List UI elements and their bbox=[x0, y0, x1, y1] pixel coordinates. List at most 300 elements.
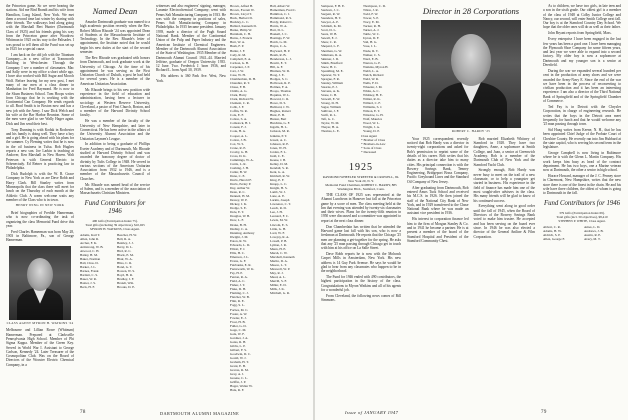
contributor-name: Carr, J. W. bbox=[230, 68, 244, 73]
contributor-name: Hubbard, J. W. bbox=[270, 105, 290, 110]
class-secretary: RAYMOND WHEELER STREETER & CROWELL, JR. bbox=[322, 175, 400, 179]
contributor-name: Dewey, W. P. bbox=[230, 198, 248, 203]
contributor-name: Bartlett, C. S. bbox=[80, 273, 99, 278]
contributor-name: Goodwin, D. C. bbox=[230, 352, 251, 357]
contributor-name: Campbell, E. A. bbox=[230, 56, 252, 61]
contributor-name: Grant, E. B. bbox=[230, 364, 246, 369]
contributor-name: Winslow, G. H. bbox=[363, 113, 384, 118]
contributor-name: Little, G. H. bbox=[270, 226, 287, 231]
contributor-name: Jordan, F. L. bbox=[270, 149, 287, 154]
left-column-3-names bbox=[230, 4, 268, 404]
contributor-name: Childs, A. G. bbox=[230, 88, 248, 93]
contributor-name: Williams, S. J. bbox=[363, 105, 383, 110]
contributor-name: Hutchins, G. F. bbox=[270, 121, 290, 126]
contributor-name: Kent, G. A. bbox=[270, 169, 286, 174]
contributor-name: Thomas, L. E. bbox=[321, 129, 340, 134]
contributor-name: Aldrich, S. P. bbox=[543, 232, 561, 237]
contributor-name: Snow, H. C. bbox=[321, 64, 337, 69]
contributor-name: Allen, George F. bbox=[543, 236, 565, 241]
paragraph: I am back on the old job with the Titanium Company—in a new office at Tranaworth Building in Westchester. Through the Company I see a number of classmates. Mac and Sally were in my office a short while ago. I have also worked with Bill Sugar and Mooch Wolf. Before leaving for my new post, I met many of our men at a class dinner in Manhattan for Fred Raymond. He is now in the Sloan Business School. Tom Hoops writes from Chicago that he is working with the Continental Can Company. He sends regards to all. Brad Smith is in Boston now and has a new job with the Army. I saw Dick Welch and his wife at the Bar Harbor Reunion. Some of the men were glad to see Wally Hager again. Dick and Jim send their best. bbox=[6, 52, 74, 126]
contributor-name: Thompson, C. D. bbox=[363, 4, 386, 8]
contributor-name: Hart, D. L. bbox=[270, 28, 285, 33]
contributor-name: May, R. J. bbox=[270, 271, 284, 276]
contributor-name: Leach, R. D. bbox=[270, 206, 287, 211]
photo-caption: CLASS AGENT MYRON H. WATKINS '24 bbox=[6, 320, 74, 325]
name-column bbox=[230, 4, 268, 393]
contributor-name: Sanborn, J. C. bbox=[321, 8, 340, 13]
contributor-name: Dole, E. T. bbox=[230, 210, 245, 215]
contributor-name: Eaton, R. W. bbox=[230, 238, 247, 243]
left-column-4 bbox=[270, 4, 310, 404]
contributor-name: Schmidt, K. M. bbox=[321, 24, 342, 29]
contributor-name: Burns, J. Francis bbox=[230, 36, 253, 41]
contributor-name: Dow, L. F. bbox=[230, 218, 244, 223]
contributor-name: Fenton, R. A. bbox=[230, 275, 248, 280]
contributor-name: Ball, Chas. D. bbox=[80, 260, 99, 265]
contributor-name: Strong, D. H. bbox=[321, 101, 339, 106]
contributor-name: * Deceased bbox=[361, 150, 377, 155]
contributor-name: Wolf, Maurice bbox=[363, 117, 383, 122]
fund-heading: Fund Contributors for 1946 bbox=[543, 199, 621, 207]
contributor-name: Graves, R. M. bbox=[230, 368, 249, 373]
contributor-name: Wood, W. L. bbox=[363, 121, 380, 126]
contributor-name: Chamberlain, D. H. bbox=[230, 76, 256, 81]
contributor-name: Boyd, H. R. bbox=[117, 273, 133, 278]
contributor-name: Butler, J. F. bbox=[230, 48, 246, 53]
paragraph: Bob married Elizabeth Whitney of Stamford in 1928. They have two daughters, Anne, a sophomore at Smith College, and Joan, a senior at Greenwich Academy. Bob is a member of the Dartmouth Club of New York and the Stamford Yacht Club. bbox=[473, 136, 535, 167]
name-column bbox=[270, 198, 310, 295]
contributor-name: Shaw, C. R. bbox=[321, 40, 337, 45]
contributor-name: Hughes, Robert bbox=[270, 109, 291, 114]
contributor-name: Taft, G. C. bbox=[321, 117, 335, 122]
contributor-name: Cooper, A. L. bbox=[230, 133, 248, 138]
contributor-name: Stevens, A. K. bbox=[321, 88, 340, 93]
class-agent-photo bbox=[9, 246, 71, 320]
contributor-name: Cotton, J. B. bbox=[230, 137, 247, 142]
contributor-name: Hager, Walter W. bbox=[230, 384, 253, 389]
page-number: 78 bbox=[80, 410, 86, 415]
contributor-name: Fuller, G. D. bbox=[230, 323, 247, 328]
contributor-name: Bond, G. T. bbox=[117, 264, 133, 269]
contributor-name: Buckley, L. C. bbox=[230, 20, 250, 25]
contributor-name: Cook, H. A. bbox=[230, 129, 246, 134]
contributor-name: Willard, C. F. bbox=[363, 101, 381, 106]
contributor-name: * Brothers-in-Law bbox=[361, 142, 386, 147]
contributor-name: Dennett, H. M. bbox=[230, 194, 250, 199]
contributor-name: Hall, Albert W. bbox=[270, 4, 290, 8]
contributor-name: Carlson, G. B. bbox=[230, 60, 249, 65]
contributor-name: Hastings, F. W. bbox=[270, 36, 290, 41]
contributor-name: Gilbert, F. S. bbox=[230, 347, 247, 352]
contributor-name: Edwards, L. D. bbox=[230, 242, 251, 247]
contributor-name: Dickey, J. K. bbox=[230, 202, 248, 207]
name-column bbox=[117, 233, 150, 290]
name-column bbox=[363, 4, 401, 134]
contributor-name: Brown, Lloyd T. bbox=[230, 12, 252, 17]
contributor-name: Miller, E. D. bbox=[270, 283, 287, 288]
contributor-name: Sargent, R. W. bbox=[321, 12, 341, 17]
paragraph: After graduating from Dartmouth, Bob entered Amos Tuck School and received his M.C.S. in 1926. He then joined the staff of the National City Bank of New York, and in 1929 transferred to the Chase National Bank where he was made an assistant vice president in 1936. bbox=[407, 185, 469, 216]
contributor-name: Hunter, Bert bbox=[270, 117, 287, 122]
contributor-name: Fowler, E. J. bbox=[230, 315, 247, 320]
contributor-name: Marsh, C. W. bbox=[270, 250, 288, 255]
contributor-name: Turner, A. J. bbox=[363, 28, 380, 33]
contributor-name: Berry, D. L. bbox=[117, 244, 133, 249]
name-column bbox=[270, 4, 310, 198]
contributor-name: Keene, J. B. bbox=[270, 157, 287, 162]
contributor-name: Sullivan, J. F. bbox=[321, 109, 339, 114]
contributor-name: Whitney, H. E. bbox=[363, 93, 383, 98]
legend-box bbox=[361, 134, 401, 158]
contributor-name: Mann, H. E. bbox=[270, 246, 287, 251]
paragraph: Tony Dunning is with Kodak in Rochester and his family is doing well. They have a boy and a girl. He is going ahead with his plans for the summer. Cy Fleming writes that he is now in the oil business in Tulsa. Bob Hughes reports a new son. Joe Larkin is teaching at Andover, Ken Marshall in New Haven. Walt Peterson is with General Electric in Schenectady. Ed Reiner is practicing law in Philadelphia. bbox=[6, 127, 74, 171]
contributor-name: Clement, C. R. bbox=[230, 101, 250, 106]
contributor-name: Watkins, Myron H. bbox=[363, 64, 389, 69]
contributor-name: Leonard, F. C. bbox=[270, 214, 289, 219]
contributor-name: Dean, R. C. bbox=[230, 190, 246, 195]
right-footer bbox=[315, 407, 628, 420]
contributor-name: Gardner, J. A. bbox=[230, 335, 249, 340]
contributor-name: Cummings, W. A. bbox=[230, 157, 254, 162]
contributor-name: Sears, W. B. bbox=[321, 32, 338, 37]
contributor-name: Howe, D. S. bbox=[270, 101, 287, 106]
paragraph: John Bryant reports from Springfield, Mass. bbox=[548, 31, 612, 36]
contributor-name: Jenkins, P. T. bbox=[270, 133, 288, 138]
contributor-name: Maxwell, W. P. bbox=[270, 267, 291, 272]
contributor-name: Swift, R. L. bbox=[321, 113, 337, 118]
contributor-name: Mason, L. T. bbox=[270, 263, 287, 267]
contributor-name: Henderson, L. J. bbox=[270, 56, 292, 61]
contributor-name: Cross, D. K. bbox=[230, 153, 247, 158]
contributor-name: Lamb, W. J. bbox=[270, 190, 286, 195]
contributor-name: Bird, R. C. bbox=[117, 248, 132, 253]
contributor-name: Merrill, S. F. bbox=[270, 279, 287, 284]
contributor-name: Marshall, Kenneth bbox=[270, 254, 295, 259]
contributor-name: Atwood, C. H. bbox=[80, 248, 100, 253]
contributor-name: Curtis, L. R. bbox=[230, 161, 247, 166]
contributor-name: Hoops, Thomas bbox=[270, 88, 291, 93]
contributor-name: Burt, W. A. bbox=[230, 40, 245, 45]
contributor-name: Greene, C. L. bbox=[230, 376, 248, 381]
right-column-3 bbox=[543, 4, 621, 404]
contributor-name: Elliott, F. J. bbox=[230, 246, 246, 251]
contributor-name: Hamerman, Fred C. bbox=[270, 8, 297, 13]
contributor-name: Stowell, E. W. bbox=[321, 97, 340, 102]
paragraph: THE CLASS OF 1925 was represented at the Alumni Luncheon in Hanover last fall at the Princeton game by a score of men. The class meeting held at the Inn that evening was attended by twenty-six classmates and their wives. Plans for the twenty-fifth reunion in 1950 were discussed and a committee was appointed to report at the next class dinner. bbox=[321, 193, 401, 223]
contributor-name: Howard, C. R. bbox=[270, 97, 290, 102]
contributor-name: Hodges, S. C. bbox=[270, 76, 289, 81]
contributor-name: Sawyer, A. P. bbox=[321, 20, 339, 25]
contributor-name: Chandler, R. T. bbox=[230, 80, 250, 85]
contributor-name: Douglas, W. B. bbox=[230, 214, 251, 219]
contributor-name: Lovejoy, R. A. bbox=[270, 234, 290, 239]
contributor-name: Sugar, William bbox=[321, 105, 341, 110]
contributor-name: Johnson, R. E. bbox=[270, 141, 290, 146]
contributor-name: Gray, A. J. bbox=[230, 372, 244, 377]
contributor-name: Walker, C. S. bbox=[363, 52, 381, 57]
contributor-name: Wells, F. D. bbox=[363, 80, 379, 85]
contributor-name: Bailey, H. M. bbox=[80, 252, 98, 257]
contributor-name: Sprague, F. R. bbox=[321, 76, 340, 81]
issue-date: Issue of JANUARY 1947 bbox=[345, 410, 399, 415]
contributor-name: Drake, B. H. bbox=[230, 222, 247, 227]
contributor-name: Martin, D. A. bbox=[270, 258, 288, 263]
contributor-name: Emerson, J. L. bbox=[230, 254, 250, 259]
fund-total-line: Total gifts (including 39 objectives), $10,025 bbox=[85, 222, 145, 227]
contributor-name: Simmons, R. A. bbox=[321, 52, 342, 57]
paragraph: Sid Hoag writes from Keene, N. H., that he has been appointed Chief Judge of the Probate Court of Cheshire County. He recently ran into Jim Hubbard at the state capitol, who is serving his second term in the legislature. bbox=[543, 127, 621, 150]
contributor-name: * Sons of Class bbox=[361, 146, 382, 151]
contributor-name: Saunders, H. T. bbox=[321, 16, 342, 21]
contributor-name: Davis, Perley P. bbox=[230, 182, 251, 187]
contributor-name: Gibbs, L. P. bbox=[230, 343, 246, 348]
contributor-name: Hunt, E. B. bbox=[270, 113, 285, 118]
article-body bbox=[407, 137, 535, 245]
contributor-name: Coffin, W. R. bbox=[230, 109, 248, 114]
contributor-name: Mitchell, G. R. bbox=[270, 291, 290, 296]
contributor-name: Hill, A. F. bbox=[270, 64, 284, 69]
contributor-name: Burke, Philip W. bbox=[230, 28, 252, 33]
contributor-name: Hatch, G. M. bbox=[270, 40, 288, 45]
contributor-name: Hammond, R. S. bbox=[270, 16, 293, 21]
contributor-name: Heath, R. B. bbox=[270, 52, 287, 57]
contributor-name: Conant, F. J. bbox=[230, 125, 247, 130]
contributor-name: Stearns, P. J. bbox=[321, 84, 338, 89]
paragraph: Don Chamberlain has written that he attended the Harvard game last fall with his son, who is now a freshman at Dartmouth. He reports that the Chicago '25 men are planning a get-together for the spring. He asks that any '25 man passing through Chicago get in touch with him at his office on La Salle Street. bbox=[321, 224, 401, 251]
fund-gifts-line: 490 Gifts (Participation Index 75). bbox=[92, 218, 138, 223]
contributor-name: Bauer, W. R. bbox=[80, 277, 97, 282]
paragraph: George Campbell is now living in Baltimore where he is with the Glenn L. Martin Company. His work keeps him busy as head of the contract department. He has two boys, one a Marine veteran now at Dartmouth, the other a senior in high school. bbox=[543, 151, 621, 173]
contributor-name: Spaulding, M. E. bbox=[321, 68, 344, 73]
magazine-name: DARTMOUTH ALUMNI MAGAZINE bbox=[160, 411, 240, 416]
contributor-name: Lee, J. H. bbox=[270, 210, 283, 215]
contributor-name: Case, W. H. bbox=[230, 72, 246, 77]
paragraph: As to children, we have two girls, in late teen and a son in the sixth grade. Our oldest girl is a member of the class of 1948 at Colby Junior College and Nancy, our second, will enter Smith College next fall. Our boy is at the Stamford Country Day School. We hope that the older ones will do as well as their father. bbox=[543, 4, 621, 30]
contributor-name: Colton, S. A. bbox=[230, 117, 248, 122]
contributor-name: Lord, W. F. bbox=[270, 230, 285, 235]
contributor-name: Warren, G. P. bbox=[363, 60, 381, 65]
contributor-name: Knapp, L. C. bbox=[270, 182, 288, 187]
contributor-name: Smith, Bradford bbox=[321, 60, 343, 65]
name-column bbox=[543, 225, 580, 241]
contributor-name: Andrews, J. B. bbox=[584, 228, 604, 233]
contributor-name: Cushing, J. H. bbox=[230, 165, 249, 170]
contributor-name: Hopkins, W. L. bbox=[270, 93, 291, 98]
paragraph: Amador Dartmouth graduate was named to a high academic position recently when the Rev. Robert Milton Rhoade '24 was appointed Dean of Students at the Massachusetts Institute of Technology. In the Rev. Rhoade's letter of appointment, the Institute noted that he would begin his new duties at the start of the second semester. bbox=[80, 20, 150, 55]
left-page bbox=[0, 0, 313, 420]
fund-heading: Fund Contributors for 1946 bbox=[84, 199, 146, 215]
memorial-fund-chairman: Memorial Fund Chairman, ROBERT C. HARDY, 885 Washington Blvd., Stamford, Conn. bbox=[325, 183, 397, 191]
contributor-name: Jackson, M. R. bbox=[270, 129, 290, 134]
name-column bbox=[80, 233, 113, 290]
contributor-name: Cole, E. F. bbox=[230, 113, 244, 118]
paragraph: witnesses and also engineers' signing, manager, Laramie Electrochemical Company; went with Penns Salt Manufacturing Company in 1933. He was with the company in positions of sales, Penns Salt Manufacturing Company in Philadelphia. In 1935 became president. January 1939, made a director of the Pugh Sound National Bank. Member of the Continental Union of the Pulp and Paper Industry and the American Institute of Chemical Engineers. Member of the Dartmouth Alumni Association of the State of Washington. 1935 Member of the Dartmouth Alumni Council 1941–44. Married Jeffrine, graduate of Oregon University. 1935. 12 June. Two. Frederick J. born 1936, and Richard L. born April 30, 1939. bbox=[156, 4, 226, 73]
legend-heading: Class Agent bbox=[361, 134, 377, 138]
contributor-name: Dudley, C. A. bbox=[230, 226, 249, 231]
contributor-name: Wilson, E. T. bbox=[363, 109, 381, 114]
class-year-heading: 1925 bbox=[349, 162, 373, 173]
paragraph: Mr. Rhoade was named head of the service of Salem, and is a member of the association of Massachusetts Christian Ministers. bbox=[80, 182, 150, 196]
contributor-name: Larkin, Joseph bbox=[270, 198, 290, 203]
contributor-name: Comstock, H. J. bbox=[230, 121, 252, 126]
contributor-name: Forbes, M. C. bbox=[230, 307, 249, 312]
contributor-name: Dodge, S. E. bbox=[230, 206, 247, 211]
contributor-name: Carpenter, J. P. bbox=[230, 64, 250, 69]
contributor-name: Vail, H. G. bbox=[363, 40, 378, 45]
contributor-name: Weld, W. R. bbox=[363, 76, 379, 81]
contributor-name: Flint, R. E. bbox=[230, 299, 245, 304]
contributor-name: Beecher, H. W. bbox=[117, 232, 137, 237]
contributor-name: Adams, Karl T. bbox=[80, 232, 101, 237]
contributor-name: Hamilton, C. J. bbox=[270, 12, 291, 17]
contributor-name: Hewitt, E. T. bbox=[270, 60, 287, 65]
contributor-name: Crosby, G. H. bbox=[230, 149, 249, 154]
contributor-name: Graham, H. T. bbox=[230, 360, 249, 365]
photo-caption: ROBERT C. HARDY '25 bbox=[451, 129, 491, 133]
right-column-1-notes bbox=[321, 156, 401, 402]
contributor-name: Jewett, A. C. bbox=[270, 137, 287, 142]
paragraph: Horace Howard, manager of the J. C. Penney store in Claremont, New Hampshire, writes that the new store there is one of the finest in the chain. He and his wife have three children, the oldest of whom is going to Dartmouth in the fall. bbox=[543, 174, 621, 196]
contributor-name: Dana, C. E. bbox=[230, 173, 246, 178]
contributor-name: Fairbanks, E. R. bbox=[230, 263, 252, 267]
paragraph: His address is 360 Park Ave. West, New York. bbox=[156, 74, 226, 83]
contributor-name: Lincoln, E. S. bbox=[270, 222, 289, 227]
contributor-name: King, E. F. bbox=[270, 178, 285, 183]
contributor-name: Welch, Richard bbox=[363, 72, 384, 77]
contributor-name: Bentley, J. J. bbox=[117, 240, 134, 245]
paragraph: Every enterprise I have been engaged in the last few years has been a good one. I have been managing the Plymouth Shoe Company for some fifteen years, and last year we were able to expand into a second factory. My older boy is now a sophomore at Dartmouth and my younger son is a senior at Deerfield. bbox=[543, 37, 621, 68]
contributor-name: Ellis, H. C. bbox=[230, 250, 245, 255]
contributor-name: Kendall, S. R. bbox=[270, 165, 289, 170]
contributor-name: Farnsworth, W. K. bbox=[230, 267, 255, 272]
contributor-name: Fleming, C. J. bbox=[230, 291, 249, 296]
contributor-name: Baker, Norman bbox=[80, 256, 101, 261]
contributor-name: Clark, Harry bbox=[230, 93, 247, 98]
contributor-name: Avery, M. T. bbox=[584, 236, 601, 241]
contributor-name: Griffin, J. P. bbox=[230, 380, 246, 385]
contributor-name: Hayes, C. A. bbox=[270, 44, 287, 49]
contributor-name: Holbrook, R. P. bbox=[270, 80, 291, 85]
contributor-name: Skinner, J. D. bbox=[321, 56, 339, 61]
contributor-name: Haskell, J. C. bbox=[270, 32, 288, 37]
contributor-name: Davis, Harold F. bbox=[230, 178, 252, 183]
paragraph: Melbourne and Lillian Rowe (Whitman) Hamerman. Prepared at Clarksville Pennsylvania High School. Member of Phi Sigma Kappa. Member of the Green Key. Served in World War I. Assistant to George Carlson, Kennedy '24. Later Treasurer of the Cosmopolitan Club. Was on the Board of Directors of the Wooster Electric Chemical Company, in a bbox=[6, 328, 74, 367]
contributor-name: Wright, J. A. bbox=[363, 125, 380, 130]
contributor-name: Gage, C. M. bbox=[230, 327, 247, 332]
contributor-name: Taylor, W. M. bbox=[321, 121, 340, 126]
contributor-name: Stone, C. B. bbox=[321, 93, 338, 98]
contributor-name: Tuttle, W. C. bbox=[363, 32, 380, 37]
contributor-name: Field, A. C. bbox=[230, 279, 246, 284]
paragraph: Dave Robb reports he is now with the Mohawk Carpet Mills in Amsterdam, New York. His new address is 14 Guy Park Avenue. He says he would be glad to hear from any classmates who happen to be in the neighborhood. bbox=[321, 252, 401, 274]
fund-agent-line: MYRON H. WATKINS, Class Agent. bbox=[90, 226, 140, 231]
name-column bbox=[321, 4, 359, 134]
contributor-name: Beck, H. F. bbox=[80, 285, 95, 290]
left-column-2 bbox=[80, 4, 150, 404]
contributor-name: Scott, D. L. bbox=[321, 28, 337, 33]
contributor-name: Shepard, L. F. bbox=[321, 44, 340, 49]
paragraph: During the war we expanded several hundred per cent in the production of army shoes and we were awarded the Army-Navy E. Since the end of the war we have been in the process of reconverting to civilian production and it has been an interesting experience. I am also a director of the Third National Bank of Springfield and of the Springfield Chamber of Commerce. bbox=[543, 68, 621, 104]
contributor-name: Hardy, Robert C. bbox=[270, 20, 293, 25]
right-page bbox=[315, 0, 628, 420]
contributor-name: Brandt, Wm. bbox=[117, 281, 135, 286]
contributor-name: White, A. C. bbox=[363, 88, 380, 93]
contributor-name: Tower, S. P. bbox=[363, 16, 379, 21]
contributor-name: Fiske, D. H. bbox=[230, 287, 247, 292]
contributor-name: Archer, F. K. bbox=[80, 240, 98, 245]
paragraph: He was a member of the faculty of the University of New Hampshire, and later in Connecticut. He has been active in the affairs of the University Alumni Association and the Unitarian Laymen's League. bbox=[80, 119, 150, 141]
contributor-name: Sherman, G. W. bbox=[321, 48, 342, 53]
paragraph: Mr. Rhoade brings to his new position wide experience in the field of education and administration, having been a lecturer in sociology at Western Reserve University, Cleveland, a pastor of First Church, Boston, and a member of the Harvard Divinity School faculty. bbox=[80, 87, 150, 118]
section-subhead: HENRY WING IN NEW YORK bbox=[15, 203, 65, 208]
contributor-name: Cobb, J. F. bbox=[230, 105, 245, 110]
contributor-name: Bush, F. P. bbox=[230, 44, 244, 49]
contributor-list bbox=[543, 225, 621, 241]
contributor-name: Lawrence, C. T. bbox=[270, 202, 292, 207]
contributor-name: Blair, W. A. bbox=[117, 256, 133, 261]
contributor-name: Chase, F. B. bbox=[230, 84, 246, 89]
contributor-name: Cox, W. S. bbox=[230, 141, 245, 146]
contributor-list bbox=[80, 233, 150, 290]
contributor-name: Lewis, M. W. bbox=[270, 218, 288, 223]
contributor-name: Tilton, J. R. bbox=[363, 8, 379, 13]
contributor-name: Allen, John R. bbox=[80, 236, 100, 241]
contributor-list bbox=[321, 4, 401, 134]
contributor-name: Buck, Herbert D. bbox=[230, 16, 253, 21]
hardy-portrait-photo bbox=[421, 20, 521, 128]
contributor-name: Hayward, H. P. bbox=[270, 48, 291, 53]
contributor-name: Crane, R. E. bbox=[230, 145, 247, 150]
paragraph: The Fund for 1946 ended with 490 contributors, the highest participation in the history of the class. Congratulations to Myron Watkins and all of his agents for a wonderful job. bbox=[321, 275, 401, 293]
contributor-name: Barnes, Frank bbox=[80, 268, 99, 273]
paragraph: Fred Charles Hamerman was born May 28, 1903 in Baltimore, Pa., son of George Hamerman. bbox=[6, 229, 74, 243]
contributor-name: Mead, A. L. bbox=[270, 275, 286, 280]
contributor-name: Bradley, J. F. bbox=[117, 277, 135, 282]
contributor-name: Hale, R. F. bbox=[230, 388, 245, 393]
contributor-name: Brown, Everett W. bbox=[230, 8, 255, 13]
contributor-name: Sampson, F. H. E. bbox=[321, 4, 345, 8]
fund-gifts-line: 379 Gifts (Participation Index 69). bbox=[559, 210, 605, 215]
contributor-name: Fogg, S. L. bbox=[230, 303, 245, 308]
contributor-name: Gould, W. J. bbox=[230, 356, 247, 361]
contributor-name: Gates, R. H. bbox=[230, 339, 247, 344]
contributor-name: Harris, W. A. bbox=[270, 24, 288, 29]
contributor-name: Vose, J. L. bbox=[363, 44, 377, 49]
contributor-name: Gale, W. F. bbox=[230, 331, 245, 336]
contributor-name: Day, Arthur W. bbox=[230, 186, 250, 191]
contributor-name: Bullard, Kenneth D. bbox=[230, 24, 257, 29]
right-column-1-names bbox=[321, 4, 401, 154]
paragraph: His interest in corporation finance led him to the firm of Morgan Stanley & Co. and in 1941 he became a partner. He is at present a member of the board of the Stamford Hospital and President of the Stamford Community Chest. bbox=[407, 217, 469, 243]
legend-list bbox=[361, 138, 401, 154]
paragraph: Everything went along in good order until the fall of 1945, when the Board of Directors of the Bowery Savings Bank voted to make him trustee. He accepted and has been serving on the board ever since. In 1946 he was also elected a director of the General Aniline & Film Corporation. bbox=[473, 204, 535, 239]
contributor-name: Judd, C. E. bbox=[270, 153, 285, 158]
contributor-name: Frost, H. B. bbox=[230, 319, 246, 324]
contributor-name: Bowen, W. S. bbox=[117, 268, 136, 273]
contributor-name: Lyman, J. R. bbox=[270, 242, 287, 247]
contributor-name: Jones, W. H. bbox=[270, 145, 287, 150]
left-column-1 bbox=[6, 4, 74, 404]
contributor-name: Wilder, R. K. bbox=[363, 97, 381, 102]
class-address: New York 20, N. Y. bbox=[348, 179, 374, 183]
contributor-name: Burnham, C. H. bbox=[230, 32, 251, 37]
contributor-name: Abbott, C. R. bbox=[543, 224, 561, 229]
paragraph: Ted Fay is in Detroit with the Chrysler Corporation, in charge of engineering research. He writes that the boys in the Detroit area meet frequently for lunch and that he would welcome any '25 man passing through town. bbox=[543, 104, 621, 127]
article-heading: Named Dean bbox=[92, 6, 138, 16]
contributor-name: Bliss, C. R. bbox=[117, 260, 133, 265]
contributor-name: Kelley, D. M. bbox=[270, 161, 289, 166]
contributor-name: Austin, R. E. bbox=[584, 232, 602, 237]
